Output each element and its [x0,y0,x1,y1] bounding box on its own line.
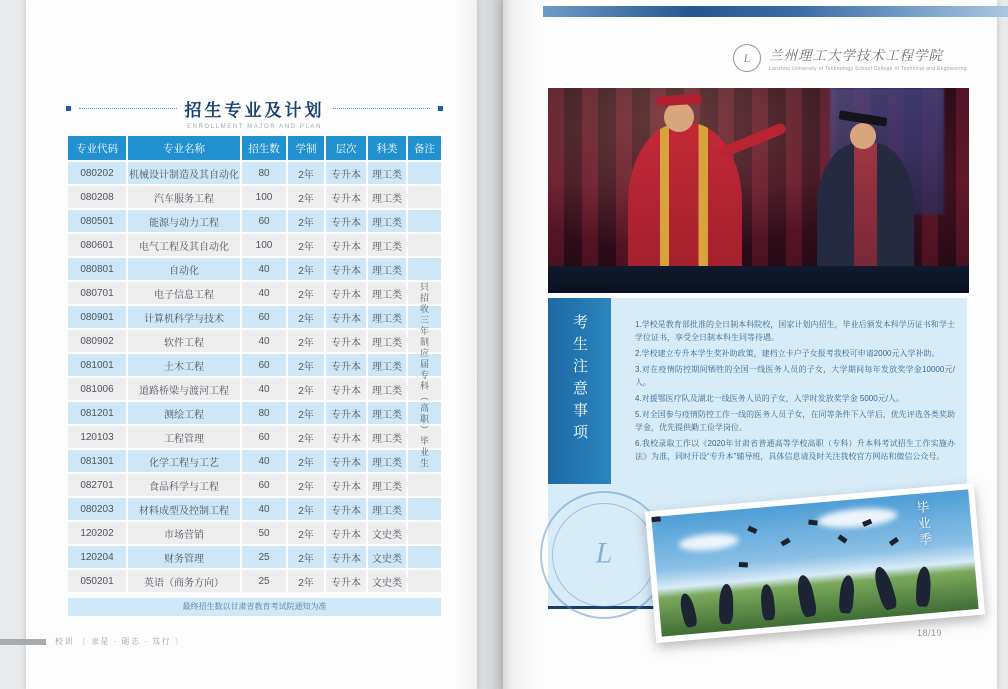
notice-item: 3.对在疫情防控期间牺牲的全国一线医务人员的子女，大学期间每年发放奖学金10000元/人。 [635,365,955,387]
cell-years: 2年 [288,234,324,256]
remark-text: 只招收三年制应届专科（高职）毕业生 [419,282,429,469]
cell-count: 60 [242,474,286,496]
cell-years: 2年 [288,402,324,424]
table-row [68,426,441,448]
notice-item: 2.学校建立专升本学生奖补助政策，建档立卡户子女报考我校可申请2000元入学补助。 [635,349,940,358]
title-dotted-rule-left [79,108,177,109]
cell-name: 汽车服务工程 [128,186,240,208]
cell-level: 专升本 [326,570,366,592]
cell-name: 计算机科学与技术 [128,306,240,328]
cell-level: 专升本 [326,162,366,184]
graduation-photo-scene [651,489,978,636]
cell-code: 081301 [68,450,126,472]
cell-name: 英语（商务方向） [128,570,240,592]
table-header-row [68,136,441,160]
cell-level: 专升本 [326,546,366,568]
graduate-silhouette [838,575,855,614]
cell-count: 40 [242,258,286,280]
table-row [68,402,441,424]
table-row [68,258,441,280]
remark-cell [408,162,441,592]
cell-years: 2年 [288,330,324,352]
thrown-cap-icon [738,562,747,567]
cell-code: 120103 [68,426,126,448]
cell-count: 40 [242,378,286,400]
cell-name: 自动化 [128,258,240,280]
cell-count: 25 [242,546,286,568]
header-code: 专业代码 [68,136,126,160]
cell-level: 专升本 [326,258,366,280]
seal-logo-glyph: L [595,536,613,570]
header-category: 科类 [368,136,406,160]
cell-years: 2年 [288,210,324,232]
cell-years: 2年 [288,474,324,496]
table-row [68,234,441,256]
cell-level: 专升本 [326,522,366,544]
cell-count: 60 [242,426,286,448]
cell-count: 100 [242,186,286,208]
cell-count: 40 [242,450,286,472]
title-square-left-icon [66,106,71,111]
table-row [68,210,441,232]
section-subtitle: ENROLLMENT MAJOR AND PLAN [187,124,322,130]
cell-count: 60 [242,354,286,376]
cell-name: 电气工程及其自动化 [128,234,240,256]
cell-years: 2年 [288,570,324,592]
cell-level: 专升本 [326,282,366,304]
notice-item: 1.学校是教育部批准的全日制本科院校，国家计划内招生，毕业后颁发本科学历证书和学士学位证书，享受全日制本科生同等待遇。 [635,320,955,342]
cell-category: 理工类 [368,258,406,280]
table-row [68,162,441,184]
notice-item: 4.对援鄂医疗队及湖北一线医务人员的子女，入学时发放奖学金 5000元/人。 [635,394,904,403]
header-name: 专业名称 [128,136,240,160]
cell-code: 120204 [68,546,126,568]
cell-years: 2年 [288,306,324,328]
cell-code: 082701 [68,474,126,496]
table-row [68,306,441,328]
table-row [68,522,441,544]
cell-years: 2年 [288,282,324,304]
cell-category: 文史类 [368,546,406,568]
graduate-silhouette [759,584,775,621]
table-row [68,450,441,472]
cell-code: 080801 [68,258,126,280]
right-page [503,0,997,689]
cell-years: 2年 [288,186,324,208]
cell-level: 专升本 [326,330,366,352]
thrown-cap-icon [838,534,848,543]
cell-count: 40 [242,282,286,304]
cell-count: 100 [242,234,286,256]
cell-level: 专升本 [326,234,366,256]
cell-category: 理工类 [368,306,406,328]
thrown-cap-icon [889,537,899,546]
cell-code: 080208 [68,186,126,208]
graduate-silhouette [915,566,931,607]
graduate-silhouette [872,565,899,611]
cell-name: 财务管理 [128,546,240,568]
cell-count: 80 [242,162,286,184]
school-motto: 校训 〔 求是 · 砺志 · 笃行 〕 [55,637,185,646]
cell-code: 081001 [68,354,126,376]
cell-years: 2年 [288,258,324,280]
cell-name: 食品科学与工程 [128,474,240,496]
cell-name: 市场营销 [128,522,240,544]
cell-category: 理工类 [368,354,406,376]
graduate-silhouette [795,574,818,618]
table-row [68,474,441,496]
majors-table-body [68,162,441,592]
cell-years: 2年 [288,378,324,400]
cell-level: 专升本 [326,474,366,496]
thrown-cap-icon [808,519,818,525]
cell-category: 文史类 [368,570,406,592]
cloud-shape [679,531,740,552]
cell-count: 40 [242,330,286,352]
cell-code: 080901 [68,306,126,328]
cell-count: 60 [242,210,286,232]
cell-level: 专升本 [326,354,366,376]
table-row [68,354,441,376]
footer-motto-block [0,636,184,647]
cloud-shape [817,505,898,530]
cell-category: 理工类 [368,450,406,472]
table-row [68,546,441,568]
cell-count: 80 [242,402,286,424]
graduation-season-photo [645,483,985,643]
cell-years: 2年 [288,450,324,472]
table-footnote: 最终招生数以甘肃省教育考试院通知为准 [68,598,441,616]
header-level: 层次 [326,136,366,160]
college-brand [733,44,967,72]
cell-category: 理工类 [368,426,406,448]
header-count: 招生数 [242,136,286,160]
cell-category: 理工类 [368,186,406,208]
cell-name: 道路桥梁与渡河工程 [128,378,240,400]
enrollment-table [66,134,443,594]
cell-count: 60 [242,306,286,328]
stage-table [548,266,969,293]
left-page [26,0,477,689]
cell-level: 专升本 [326,426,366,448]
cell-years: 2年 [288,522,324,544]
cell-level: 专升本 [326,306,366,328]
cell-code: 050201 [68,570,126,592]
cell-category: 理工类 [368,210,406,232]
cell-code: 080203 [68,498,126,520]
notice-item: 5.对全国参与疫情防控工作一线的医务人员子女，在同等条件下入学后，优先评选各类奖助学金，优先提供勤工俭学岗位。 [635,410,955,432]
cell-code: 081201 [68,402,126,424]
cell-years: 2年 [288,162,324,184]
presenter-head [664,102,694,132]
cell-category: 理工类 [368,162,406,184]
cell-name: 机械设计制造及其自动化 [128,162,240,184]
cell-level: 专升本 [326,186,366,208]
thrown-cap-icon [781,537,791,546]
table-row [68,570,441,592]
cell-years: 2年 [288,426,324,448]
cell-code: 080202 [68,162,126,184]
cell-count: 25 [242,570,286,592]
header-years: 学制 [288,136,324,160]
notice-item: 6.我校录取工作以《2020年甘肃省普通高等学校高职（专科）升本科考试招生工作实施办法》为准，同时开设“专升本”辅导班，具体信息请及时关注我校官方网站和微信公众号。 [635,439,955,461]
cell-code: 080701 [68,282,126,304]
college-name-en: Lanzhou University of Technology School College of Technical and Engineering [768,66,967,72]
cell-category: 理工类 [368,474,406,496]
page-number: 18/19 [917,628,943,638]
top-accent-bar [543,6,1008,17]
table-row [68,282,441,304]
cell-category: 理工类 [368,330,406,352]
cell-name: 土木工程 [128,354,240,376]
cell-name: 测绘工程 [128,402,240,424]
cell-name: 能源与动力工程 [128,210,240,232]
cell-name: 软件工程 [128,330,240,352]
table-row [68,498,441,520]
section-title-block [66,96,443,130]
cell-code: 081006 [68,378,126,400]
cell-level: 专升本 [326,450,366,472]
cell-level: 专升本 [326,210,366,232]
college-logo-icon [733,44,761,72]
cell-category: 理工类 [368,234,406,256]
cell-count: 50 [242,522,286,544]
section-title: 招生专业及计划 [184,101,325,120]
graduate-silhouette [678,592,698,628]
cell-category: 文史类 [368,522,406,544]
notice-title: 考生注意事项 [571,314,588,446]
cell-code: 080501 [68,210,126,232]
cell-years: 2年 [288,354,324,376]
cell-name: 工程管理 [128,426,240,448]
cell-category: 理工类 [368,378,406,400]
title-dotted-rule-right [333,108,431,109]
photo-caption: 毕业季 [913,500,933,550]
thrown-cap-icon [651,516,660,522]
cell-name: 化学工程与工艺 [128,450,240,472]
cell-years: 2年 [288,546,324,568]
cell-code: 080902 [68,330,126,352]
cell-category: 理工类 [368,282,406,304]
cell-level: 专升本 [326,402,366,424]
notice-side-panel [548,298,611,484]
cell-code: 080601 [68,234,126,256]
table-row [68,378,441,400]
cell-category: 理工类 [368,402,406,424]
header-remark: 备注 [408,136,441,160]
college-logo-glyph: L [743,50,751,65]
cell-name: 电子信息工程 [128,282,240,304]
graduate-silhouette [719,584,734,624]
motto-bar-icon [0,639,46,645]
table-row [68,186,441,208]
table-row [68,330,441,352]
cell-category: 理工类 [368,498,406,520]
cell-code: 120202 [68,522,126,544]
ceremony-photo [548,88,969,293]
cell-name: 材料成型及控制工程 [128,498,240,520]
cell-years: 2年 [288,498,324,520]
title-square-right-icon [438,106,443,111]
thrown-cap-icon [748,526,758,534]
college-name-cn: 兰州理工大学技术工程学院 [768,48,943,63]
cell-level: 专升本 [326,378,366,400]
cell-level: 专升本 [326,498,366,520]
cell-count: 40 [242,498,286,520]
notice-body [635,318,955,466]
